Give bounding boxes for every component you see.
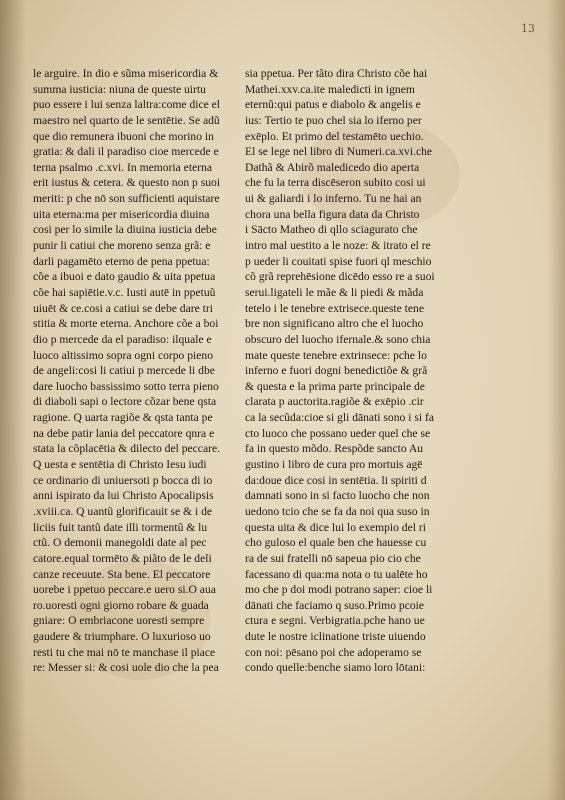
text-line: uedono tcio che se fa da noi qua suso in [245, 504, 430, 518]
text-line: serui.ligateli le mãe & li piedi & mãda [245, 285, 424, 299]
text-line: luoco altissimo sopra ogni corpo pieno [33, 348, 213, 362]
text-line: ce ordinario di uniuersoti p bocca di io [33, 473, 213, 487]
text-line: darli pagamēto eterno de pena ppetua: [33, 254, 210, 268]
text-line: liciis fuit tantũ date illi tormentũ & lu [33, 520, 208, 534]
text-line: Dathã & Abirõ maledicedo dio aperta [245, 160, 420, 174]
text-line: ctũ. O demonii manegoldi date al pec [33, 536, 207, 550]
text-line: questa uita & dice lui lo exempio del ri [245, 520, 426, 534]
text-line: inferno e fuori dogni benedictiõe & grã [245, 364, 428, 378]
text-line: gaudere & triumphare. O luxurioso uo [33, 630, 211, 644]
text-line: terna psalmo .c.xvi. In memoria eterna [33, 160, 212, 174]
text-line: dute le nostre iclinatione triste uiuendo [245, 630, 426, 644]
text-line: obscuro del luocho ifernale.& sono chia [245, 332, 431, 346]
text-line: na debe patir lania del peccatore qnra e [33, 426, 215, 440]
text-line: dio p mercede da el paradiso: ilquale e [33, 332, 212, 346]
text-line: maestro nel quarto de le sentētie. Se adũ [33, 113, 220, 127]
text-line: summa iusticia: niuna de queste uirtu [33, 82, 206, 96]
text-line: ctura e segni. Verbigratia.pche hano ue [245, 614, 425, 628]
text-line: intro mal uestito a le noze: & itrato el re [245, 239, 431, 253]
text-line: cõ grã reprehēsione dicēdo esso re a suoi [245, 270, 435, 284]
text-line: damnati sono in si facto luocho che non [245, 489, 430, 503]
text-line: ra de sui fratelli nō sapeua pio cio che [245, 551, 421, 565]
text-line: cto luoco che possano ueder quel che se [245, 426, 431, 440]
text-line: facessano di qua:ma nota o tu ualēte ho [245, 567, 428, 581]
text-line: bre non significano altro che el luocho [245, 317, 424, 331]
text-line: cosi per lo simile la diuina iusticia debe [33, 223, 217, 237]
text-line: canze receuute. Sta bene. El peccatore [33, 567, 211, 581]
text-line: ca la secũda:cioe si gli dānati sono i si fa [245, 411, 434, 425]
text-column-left [33, 66, 251, 716]
text-line: Q uesta e sentētia di Christo Iesu iudi [33, 458, 207, 472]
text-line: exēplo. Et primo del testamēto uechio. [245, 129, 424, 143]
text-line: da:doue dice cosi in sentētia. li spiriti d [245, 473, 427, 487]
folio-number: 13 [521, 22, 535, 35]
text-line: ragione. Q uarta ragiõe & qsta tanta pe [33, 411, 213, 425]
text-line: tetelo i le tenebre extrisece.queste tene [245, 301, 424, 315]
text-line: uorebe i ppetuo peccare.e uero si.O aua [33, 583, 216, 597]
text-line: le arguire. In dio e sũma misericordia & [33, 67, 219, 80]
text-line: ui & galiardi i lo inferno. Tu ne hai an [245, 192, 422, 206]
text-line: & questa e la prima parte principale de [245, 379, 425, 393]
text-line: puo essere i lui senza laltra:come dice el [33, 98, 221, 112]
text-line: i Sācto Matheo di qllo sciagurato che [245, 223, 418, 237]
text-line: erit iustus & cetera. & questo non p suoi [33, 176, 221, 190]
text-line: uita eterna:ma per misericordia diuina [33, 207, 210, 221]
text-line: ro.uoresti ogni giorno robare & guada [33, 598, 209, 612]
text-line: punir li catiui che moreno senza grã: e [33, 239, 211, 253]
text-line: que dio remunera ibuoni che morino in [33, 129, 214, 143]
text-line: de angeli:cosi li catiui p mercede li dbe [33, 364, 215, 378]
text-line: sia ppetua. Per tãto dira Christo cõe hai [245, 67, 428, 80]
text-line: p ueder li couitati spise fuori ql meschio [245, 254, 432, 268]
text-line: con noi: pēsano poi che adoperamo se [245, 645, 422, 659]
text-line: re: Messer si: & cosi uole dio che la pea [33, 661, 219, 675]
text-line: ius: Tertio te puo chel sia lo iferno per [245, 113, 422, 127]
text-line: mate queste tenebre extrinsece: pche lo [245, 348, 427, 362]
text-line: catore.equal tormēto & piãto de le deli [33, 551, 212, 565]
text-line: resti tu che mai nō te manchase il piace [33, 645, 216, 659]
text-line: dānati che faciamo q suso.Primo pcoie [245, 598, 425, 612]
text-line: uiuēt & ce.cosi a catiui se debe dare tri [33, 301, 213, 315]
text-line: gniare: O embriacone uoresti sempre [33, 614, 205, 628]
text-line: cõe a ibuoi e dato gaudio & uita ppetua [33, 270, 216, 284]
text-line: eternũ:qui patus e diabolo & angelis e [245, 98, 421, 112]
text-line: mo che p doi modi potrano saper: cioe li [245, 583, 433, 597]
text-line: di diaboli sapi o lectore cõzar bene qsta [33, 395, 217, 409]
text-line: stata la cõplacētia & dilecto del peccare. [33, 442, 221, 456]
text-line: condo quelle:benche siamo loro lōtani: [245, 661, 426, 675]
text-line: che fu la terra discēseron subito cosi ui [245, 176, 426, 190]
text-line: anni ispirato da lui Christo Apocalipsis [33, 489, 214, 503]
text-line: .xviii.ca. Q uantũ glorificauit se & i de [33, 504, 213, 518]
text-line: gratia: & dali il paradiso cioe mercede e [33, 145, 219, 159]
text-line: meriti: p che nō son sufficienti aquistare [33, 192, 220, 206]
text-line: dare luocho bassissimo sotto terra pieno [33, 379, 219, 393]
text-line: stitia & morte eterna. Anchore cõe a boi [33, 317, 219, 331]
text-line: cõe hai sapiētie.v.c. Iusti autē in ppetuũ [33, 285, 216, 299]
text-line: cho guloso el quale ben che hauesse cu [245, 536, 427, 550]
text-column-right [245, 66, 467, 716]
text-line: chora una bella figura data da Christo [245, 207, 420, 221]
text-line: fa in questo mõdo. Respõde sancto Au [245, 442, 424, 456]
text-line: clarata p auctorita.ragiõe & exēpio .cir [245, 395, 424, 409]
text-line: El se lege nel libro di Numeri.ca.xvi.che [245, 145, 433, 159]
text-line: gustino i libro de cura pro mortuis agē [245, 458, 423, 472]
text-line: Mathei.xxv.ca.ite maledicti in ignem [245, 82, 415, 96]
